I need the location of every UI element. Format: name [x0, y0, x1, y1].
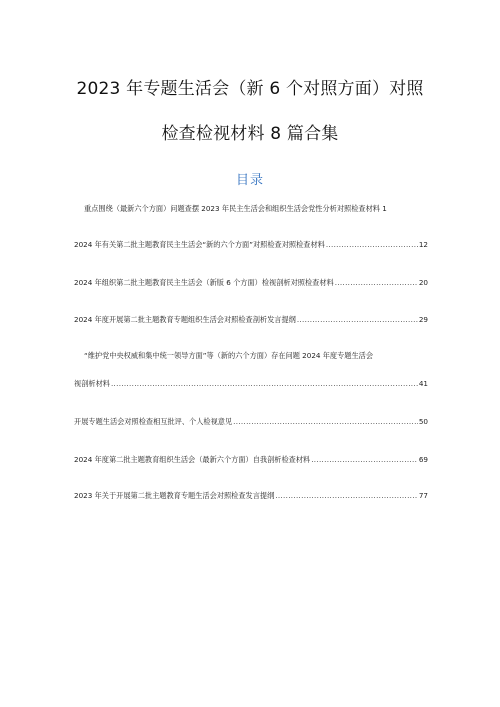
toc-entry-page: 69: [418, 455, 428, 464]
toc-entry-page: 20: [418, 278, 428, 287]
dot-leader: [335, 278, 418, 288]
dot-leader: [297, 315, 418, 325]
toc-entry-7[interactable]: [74, 455, 428, 465]
toc-heading: 目录: [235, 173, 264, 188]
toc-entry-5[interactable]: [84, 351, 428, 361]
toc-entry-page: 50: [418, 417, 428, 426]
dot-leader: [111, 379, 418, 389]
toc-entry-8[interactable]: [74, 491, 428, 501]
toc-entry-2[interactable]: [74, 240, 428, 250]
toc-entry-text: 2024 年组织第二批主题教育民主生活会（新版 6 个方面）检视剖析对照检查材料: [74, 278, 334, 287]
toc-entry-4[interactable]: [74, 315, 428, 325]
toc-entry-text: 2023 年关于开展第二批主题教育专题生活会对照检查发言提纲: [74, 491, 275, 500]
toc-entry-1[interactable]: [84, 204, 428, 214]
toc-entry-text: 2024 年有关第二批主题教育民主生活会“新的六个方面”对照检查对照检查材料: [74, 240, 325, 249]
dot-leader: [275, 491, 418, 501]
dot-leader: [233, 417, 418, 427]
toc-entry-page: 12: [418, 240, 428, 249]
document-title-line-2: 检查检视材料 8 篇合集: [161, 124, 339, 144]
toc-entry-page: 77: [418, 491, 428, 500]
dot-leader: [326, 240, 418, 250]
toc-entry-text: 2024 年度开展第二批主题教育专题组织生活会对照检查剖析发言提纲: [74, 315, 296, 324]
toc-entry-3[interactable]: [74, 278, 428, 288]
toc-entry-5-continued[interactable]: [74, 379, 428, 389]
document-title-line-1: 2023 年专题生活会（新 6 个对照方面）对照: [76, 79, 424, 99]
toc-entry-text: 2024 年度第二批主题教育组织生活会（最新六个方面）自我剖析检查材料: [74, 455, 311, 464]
toc-entry-page: 29: [418, 315, 428, 324]
toc-entry-text: “维护党中央权威和集中统一领导方面”等（新的六个方面）存在问题 2024 年度专题生活会: [84, 351, 374, 360]
toc-entry-6[interactable]: [74, 417, 428, 427]
toc-entry-text: 重点围绕（最新六个方面）问题查摆 2023 年民主生活会和组织生活会党性分析对照检查材料 1: [84, 204, 387, 213]
dot-leader: [311, 455, 418, 465]
toc-entry-page: 41: [418, 379, 428, 388]
toc-entry-text: 视剖析材料: [74, 379, 110, 388]
toc-entry-text: 开展专题生活会对照检查相互批评、个人检视意见: [74, 417, 233, 426]
